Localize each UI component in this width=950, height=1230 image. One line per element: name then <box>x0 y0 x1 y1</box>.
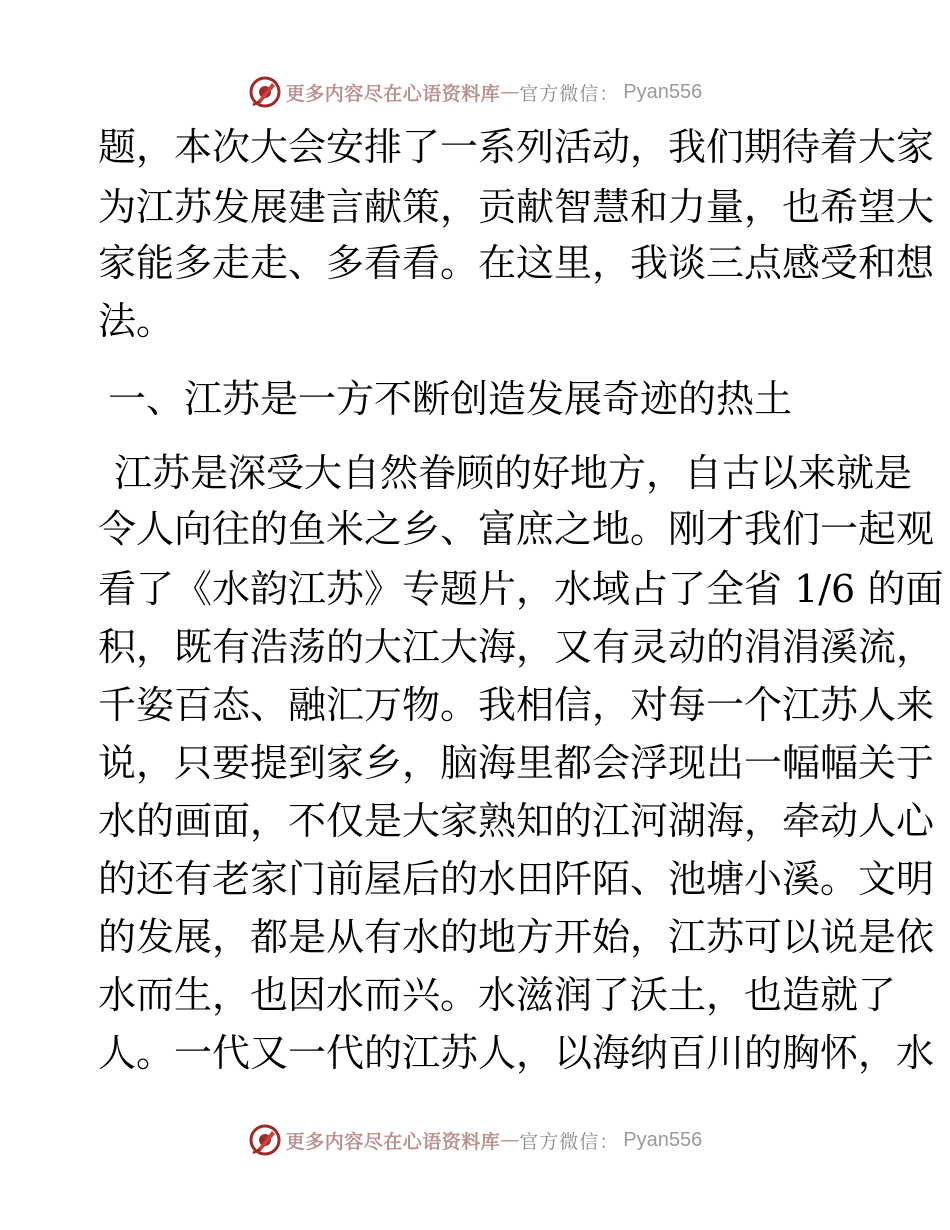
banner-brand-text: 更多内容尽在心语资料库 <box>285 82 501 105</box>
body-line: 看了《水韵江苏》专题片，水域占了全省 1/6 的面 <box>98 567 944 611</box>
banner-brand-text: 更多内容尽在心语资料库 <box>285 1130 501 1153</box>
body-line: 令人向往的鱼米之乡、富庶之地。刚才我们一起观 <box>98 507 935 551</box>
body-line: 家能多走走、多看看。在这里，我谈三点感受和想 <box>98 241 935 285</box>
body-line: 说，只要提到家乡，脑海里都会浮现出一幅幅关于 <box>98 741 935 785</box>
banner-wechat-label: 官方微信： <box>519 1130 620 1153</box>
footer-banner <box>0 1120 950 1160</box>
body-line: 为江苏发展建言献策，贡献智慧和力量，也希望大 <box>98 185 935 229</box>
body-line: 的还有老家门前屋后的水田阡陌、池塘小溪。文明 <box>98 857 935 901</box>
body-line: 人。一代又一代的江苏人，以海纳百川的胸怀，水 <box>98 1031 935 1075</box>
body-line: 水的画面，不仅是大家熟知的江河湖海，牵动人心 <box>98 799 935 843</box>
header-banner <box>0 72 950 112</box>
brand-logo-icon <box>248 1123 282 1157</box>
banner-separator: — <box>500 1129 520 1151</box>
banner-wechat-label: 官方微信： <box>519 82 620 105</box>
banner-wechat-id: Pyan556 <box>623 1128 703 1151</box>
brand-logo-icon <box>248 75 282 109</box>
body-line: 题，本次大会安排了一系列活动，我们期待着大家 <box>98 125 935 169</box>
banner-separator: — <box>500 81 520 103</box>
body-line: 法。 <box>98 299 175 343</box>
body-line: 水而生，也因水而兴。水滋润了沃土，也造就了 <box>98 973 897 1017</box>
section-heading: 一、江苏是一方不断创造发展奇迹的热土 <box>108 377 793 421</box>
body-line: 江苏是深受大自然眷顾的好地方，自古以来就是 <box>114 451 913 495</box>
body-line: 的发展，都是从有水的地方开始，江苏可以说是依 <box>98 915 935 959</box>
banner-wechat-id: Pyan556 <box>623 80 703 103</box>
body-line: 千姿百态、融汇万物。我相信，对每一个江苏人来 <box>98 683 935 727</box>
body-line: 积，既有浩荡的大江大海，又有灵动的涓涓溪流， <box>98 625 935 669</box>
